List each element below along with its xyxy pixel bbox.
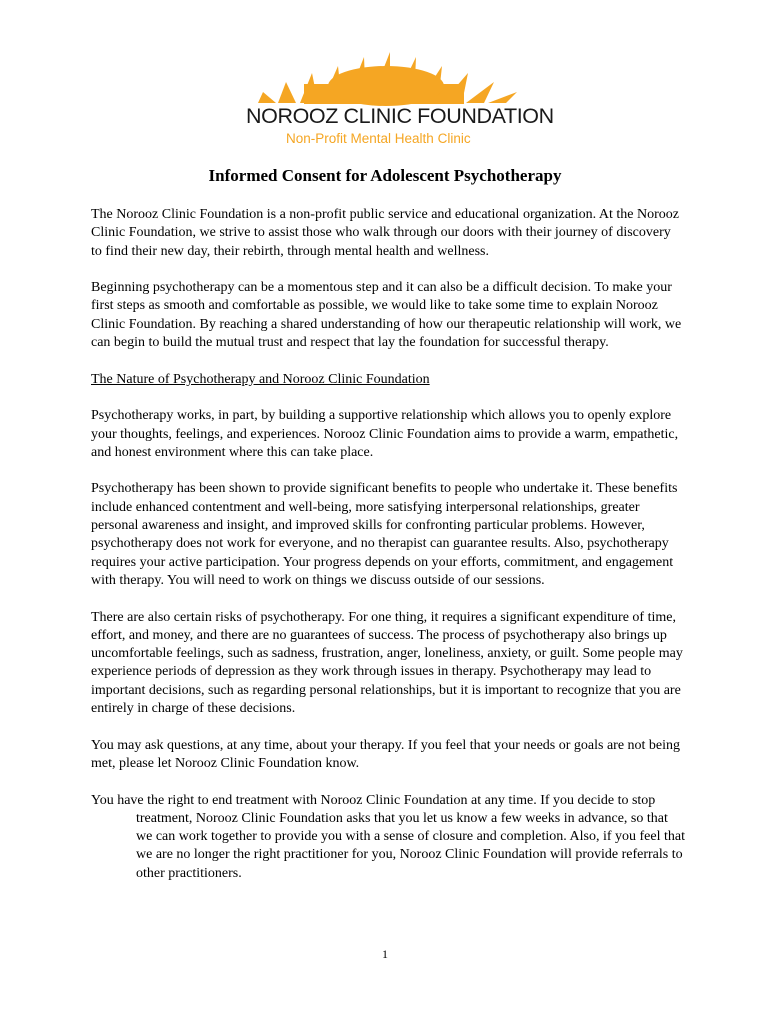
nature-paragraph: Psychotherapy works, in part, by building a supportive relationship which allows you to openly explore your thoughts, feelings, and experiences. Norooz Clinic Foundation aims to provide a warm, empathetic, and honest environment where this can take place. — [91, 408, 679, 460]
end-treatment-paragraph: You have the right to end treatment with Norooz Clinic Foundation at any time. If you decide to stop treatment, Norooz Clinic Foundation asks that you let us know a few weeks in advance, so that we can work together to provide you with a sense of closure and completion. Also, if you feel that we are no longer the right practitioner for you, Norooz Clinic Foundation will provide referrals to other practitioners. — [91, 792, 685, 881]
risks-paragraph: There are also certain risks of psychotherapy. For one thing, it requires a significant expenditure of time, effort, and money, and there are no guarantees of success. The process of psychotherapy also brings up uncomfortable feelings, such as sadness, frustration, anger, loneliness, anxiety, or guilt. Some people may experience periods of depression as they work through issues in therapy. Psychotherapy may lead to important decisions, such as regarding personal relationships, but it is important to recognize that you are entirely in charge of these decisions. — [91, 609, 683, 717]
benefits-paragraph: Psychotherapy has been shown to provide significant benefits to people who undertake it. These benefits include enhanced contentment and well-being, more satisfying interpersonal relationships, greater personal awareness and insight, and improved skills for confronting particular problems. However, psychotherapy does not work for everyone, and no therapist can guarantee results. Also, psychotherapy requires your active participation. Your progress depends on your efforts, commitment, and engagement with therapy. You will need to work on things we discuss outside of our sessions. — [91, 481, 678, 588]
clinic-logo — [240, 40, 554, 152]
logo-tagline: Non-Profit Mental Health Clinic — [286, 131, 471, 146]
document-body — [91, 206, 685, 901]
section-heading: The Nature of Psychotherapy and Norooz Clinic Foundation — [91, 371, 430, 387]
intro-paragraph: The Norooz Clinic Foundation is a non-profit public service and educational organization. At the Norooz Clinic Foundation, we strive to assist those who walk through our doors with their journey of discovery to find their new day, their rebirth, through mental health and wellness. — [91, 207, 679, 259]
sun-logo-icon — [240, 40, 540, 110]
logo-name: NOROOZ CLINIC FOUNDATION — [246, 104, 554, 128]
page-number: 1 — [382, 947, 388, 961]
beginning-paragraph: Beginning psychotherapy can be a momentous step and it can also be a difficult decision. To make your first steps as smooth and comfortable as possible, we would like to take some time to explain Norooz Clinic Foundation. By reaching a shared understanding of how our therapeutic relationship will work, we can begin to build the mutual trust and respect that lay the foundation for successful therapy. — [91, 280, 682, 351]
document-title: Informed Consent for Adolescent Psychotherapy — [208, 166, 562, 185]
questions-paragraph: You may ask questions, at any time, about your therapy. If you feel that your needs or goals are not being met, please let Norooz Clinic Foundation know. — [91, 737, 681, 771]
